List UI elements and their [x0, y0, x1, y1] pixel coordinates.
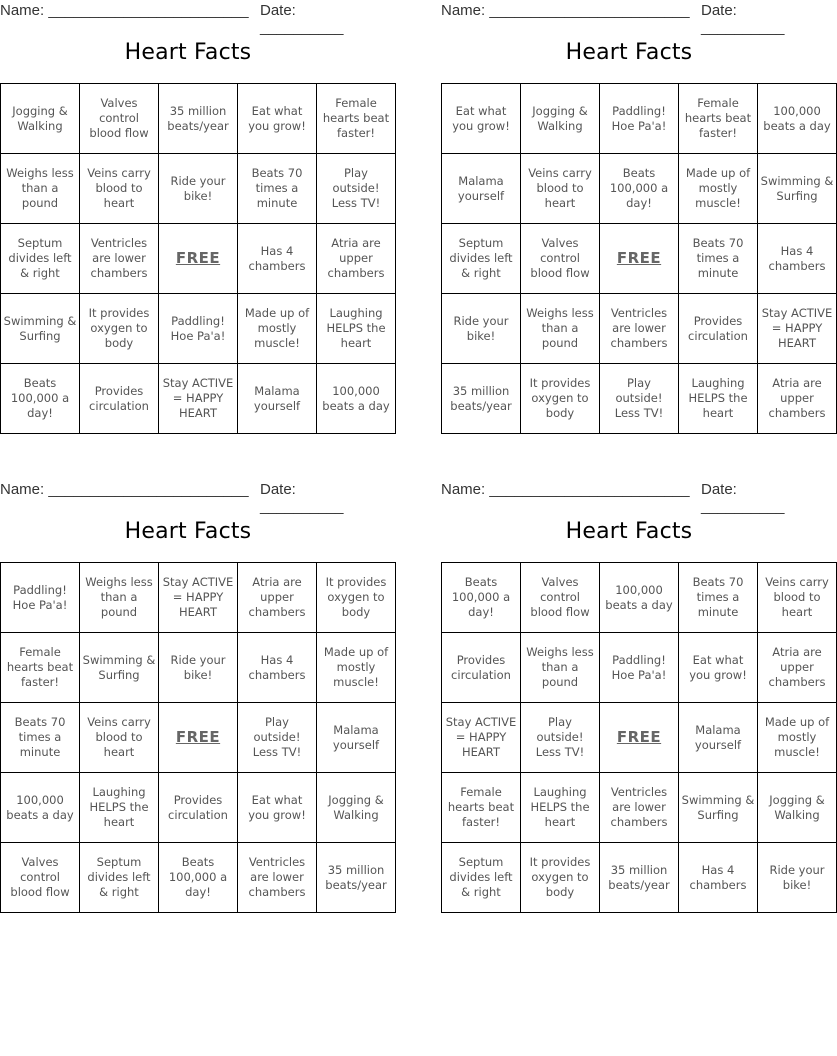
bingo-cell: Valves control blood flow	[521, 563, 600, 633]
bingo-cell: Valves control blood flow	[1, 843, 80, 913]
bingo-cell: Beats 70 times a minute	[679, 563, 758, 633]
bingo-cell: Made up of mostly muscle!	[317, 633, 396, 703]
bingo-cell: Veins carry blood to heart	[758, 563, 837, 633]
grid-row	[442, 364, 837, 434]
bingo-cell: Made up of mostly muscle!	[758, 703, 837, 773]
free-space: FREE	[600, 703, 679, 773]
name-field-label: Name: ________________________	[441, 481, 690, 498]
bingo-cell: Septum divides left & right	[80, 843, 159, 913]
bingo-cell: It provides oxygen to body	[521, 364, 600, 434]
bingo-cell: Ventricles are lower chambers	[80, 224, 159, 294]
bingo-cell: Eat what you grow!	[238, 773, 317, 843]
bingo-cell: Malama yourself	[442, 154, 521, 224]
bingo-cell: Jogging & Walking	[1, 84, 80, 154]
bingo-cell: Stay ACTIVE = HAPPY HEART	[442, 703, 521, 773]
bingo-cell: Has 4 chambers	[679, 843, 758, 913]
bingo-cell: Swimming & Surfing	[679, 773, 758, 843]
name-field-label: Name: ________________________	[441, 2, 690, 19]
name-date-line	[441, 2, 817, 36]
bingo-cell: Weighs less than a pound	[521, 294, 600, 364]
grid-row	[1, 154, 396, 224]
bingo-cell: Laughing HELPS the heart	[521, 773, 600, 843]
name-date-line	[441, 481, 817, 515]
bingo-cell: It provides oxygen to body	[317, 563, 396, 633]
bingo-cell: Stay ACTIVE = HAPPY HEART	[159, 364, 238, 434]
bingo-cell: 100,000 beats a day	[758, 84, 837, 154]
bingo-cell: Beats 70 times a minute	[679, 224, 758, 294]
bingo-cell: Weighs less than a pound	[521, 633, 600, 703]
card-title: Heart Facts	[565, 40, 693, 65]
grid-row	[442, 563, 837, 633]
grid-row	[1, 773, 396, 843]
free-space: FREE	[600, 224, 679, 294]
bingo-cell: Play outside! Less TV!	[521, 703, 600, 773]
free-space: FREE	[159, 703, 238, 773]
bingo-cell: Malama yourself	[317, 703, 396, 773]
bingo-cell: Valves control blood flow	[80, 84, 159, 154]
bingo-cell: Female hearts beat faster!	[442, 773, 521, 843]
grid-row	[442, 84, 837, 154]
bingo-cell: Swimming & Surfing	[1, 294, 80, 364]
bingo-grid	[441, 83, 837, 434]
bingo-cell: 35 million beats/year	[317, 843, 396, 913]
bingo-cell: Made up of mostly muscle!	[679, 154, 758, 224]
bingo-cell: Atria are upper chambers	[758, 633, 837, 703]
card-title: Heart Facts	[124, 519, 252, 544]
bingo-cell: Ride your bike!	[758, 843, 837, 913]
bingo-cell: Stay ACTIVE = HAPPY HEART	[758, 294, 837, 364]
bingo-cell: Valves control blood flow	[521, 224, 600, 294]
bingo-cell: 100,000 beats a day	[317, 364, 396, 434]
grid-row	[442, 703, 837, 773]
bingo-cell: Malama yourself	[679, 703, 758, 773]
bingo-cell: Play outside! Less TV!	[600, 364, 679, 434]
bingo-cell: Septum divides left & right	[1, 224, 80, 294]
date-field-label: Date: __________	[701, 2, 785, 36]
bingo-cell: Has 4 chambers	[238, 633, 317, 703]
bingo-cell: It provides oxygen to body	[80, 294, 159, 364]
bingo-cell: Beats 100,000 a day!	[442, 563, 521, 633]
bingo-cell: Paddling! Hoe Pa'a!	[600, 633, 679, 703]
bingo-cell: Has 4 chambers	[758, 224, 837, 294]
grid-row	[1, 294, 396, 364]
bingo-cell: Weighs less than a pound	[80, 563, 159, 633]
bingo-cell: Paddling! Hoe Pa'a!	[159, 294, 238, 364]
bingo-cell: Septum divides left & right	[442, 224, 521, 294]
bingo-cell: Veins carry blood to heart	[80, 703, 159, 773]
bingo-cell: 35 million beats/year	[600, 843, 679, 913]
name-field-label: Name: ________________________	[0, 481, 249, 498]
bingo-cell: Female hearts beat faster!	[1, 633, 80, 703]
bingo-cell: Malama yourself	[238, 364, 317, 434]
bingo-cell: Swimming & Surfing	[80, 633, 159, 703]
card-title: Heart Facts	[124, 40, 252, 65]
bingo-cell: Laughing HELPS the heart	[679, 364, 758, 434]
bingo-cell: Eat what you grow!	[238, 84, 317, 154]
bingo-cell: It provides oxygen to body	[521, 843, 600, 913]
bingo-cell: Made up of mostly muscle!	[238, 294, 317, 364]
bingo-cell: Ventricles are lower chambers	[600, 294, 679, 364]
bingo-cell: Septum divides left & right	[442, 843, 521, 913]
free-space: FREE	[159, 224, 238, 294]
grid-row	[1, 563, 396, 633]
grid-row	[442, 773, 837, 843]
bingo-card	[441, 479, 830, 919]
grid-row	[1, 84, 396, 154]
date-field-label: Date: __________	[260, 2, 344, 36]
card-title: Heart Facts	[565, 519, 693, 544]
bingo-cell: Ride your bike!	[442, 294, 521, 364]
grid-row	[1, 703, 396, 773]
bingo-cell: Beats 100,000 a day!	[159, 843, 238, 913]
bingo-cell: Ride your bike!	[159, 633, 238, 703]
bingo-cell: Provides circulation	[442, 633, 521, 703]
bingo-cell: Weighs less than a pound	[1, 154, 80, 224]
name-date-line	[0, 2, 376, 36]
bingo-cell: Swimming & Surfing	[758, 154, 837, 224]
grid-row	[1, 843, 396, 913]
bingo-grid	[0, 83, 396, 434]
bingo-cell: Provides circulation	[159, 773, 238, 843]
bingo-cell: Laughing HELPS the heart	[80, 773, 159, 843]
bingo-cell: 100,000 beats a day	[1, 773, 80, 843]
bingo-cell: Beats 70 times a minute	[1, 703, 80, 773]
bingo-cell: Laughing HELPS the heart	[317, 294, 396, 364]
bingo-cell: 35 million beats/year	[159, 84, 238, 154]
bingo-cell: Stay ACTIVE = HAPPY HEART	[159, 563, 238, 633]
grid-row	[442, 843, 837, 913]
date-field-label: Date: __________	[701, 481, 785, 515]
grid-row	[1, 364, 396, 434]
bingo-card	[0, 0, 390, 440]
bingo-grid	[441, 562, 837, 913]
bingo-cell: Veins carry blood to heart	[80, 154, 159, 224]
bingo-cell: Paddling! Hoe Pa'a!	[600, 84, 679, 154]
bingo-cell: Beats 100,000 a day!	[1, 364, 80, 434]
bingo-cell: Ventricles are lower chambers	[600, 773, 679, 843]
bingo-cell: 100,000 beats a day	[600, 563, 679, 633]
grid-row	[442, 633, 837, 703]
bingo-cell: Jogging & Walking	[521, 84, 600, 154]
bingo-cell: Play outside! Less TV!	[317, 154, 396, 224]
bingo-cell: Provides circulation	[679, 294, 758, 364]
grid-row	[442, 154, 837, 224]
bingo-cell: Eat what you grow!	[442, 84, 521, 154]
grid-row	[1, 633, 396, 703]
bingo-cell: Jogging & Walking	[758, 773, 837, 843]
bingo-cell: Veins carry blood to heart	[521, 154, 600, 224]
bingo-cell: Atria are upper chambers	[238, 563, 317, 633]
date-field-label: Date: __________	[260, 481, 344, 515]
bingo-card	[0, 479, 389, 919]
bingo-cell: Ventricles are lower chambers	[238, 843, 317, 913]
name-date-line	[0, 481, 376, 515]
bingo-cell: Female hearts beat faster!	[317, 84, 396, 154]
bingo-cell: Atria are upper chambers	[758, 364, 837, 434]
grid-row	[442, 224, 837, 294]
bingo-cell: Jogging & Walking	[317, 773, 396, 843]
grid-row	[442, 294, 837, 364]
bingo-cell: Provides circulation	[80, 364, 159, 434]
bingo-cell: Atria are upper chambers	[317, 224, 396, 294]
name-field-label: Name: ________________________	[0, 2, 249, 19]
bingo-cell: Paddling! Hoe Pa'a!	[1, 563, 80, 633]
bingo-cell: Has 4 chambers	[238, 224, 317, 294]
bingo-cell: Female hearts beat faster!	[679, 84, 758, 154]
bingo-cell: 35 million beats/year	[442, 364, 521, 434]
bingo-cell: Eat what you grow!	[679, 633, 758, 703]
grid-row	[1, 224, 396, 294]
bingo-cell: Beats 70 times a minute	[238, 154, 317, 224]
bingo-grid	[0, 562, 396, 913]
bingo-cell: Ride your bike!	[159, 154, 238, 224]
bingo-cell: Play outside! Less TV!	[238, 703, 317, 773]
bingo-cell: Beats 100,000 a day!	[600, 154, 679, 224]
bingo-card	[441, 0, 834, 440]
